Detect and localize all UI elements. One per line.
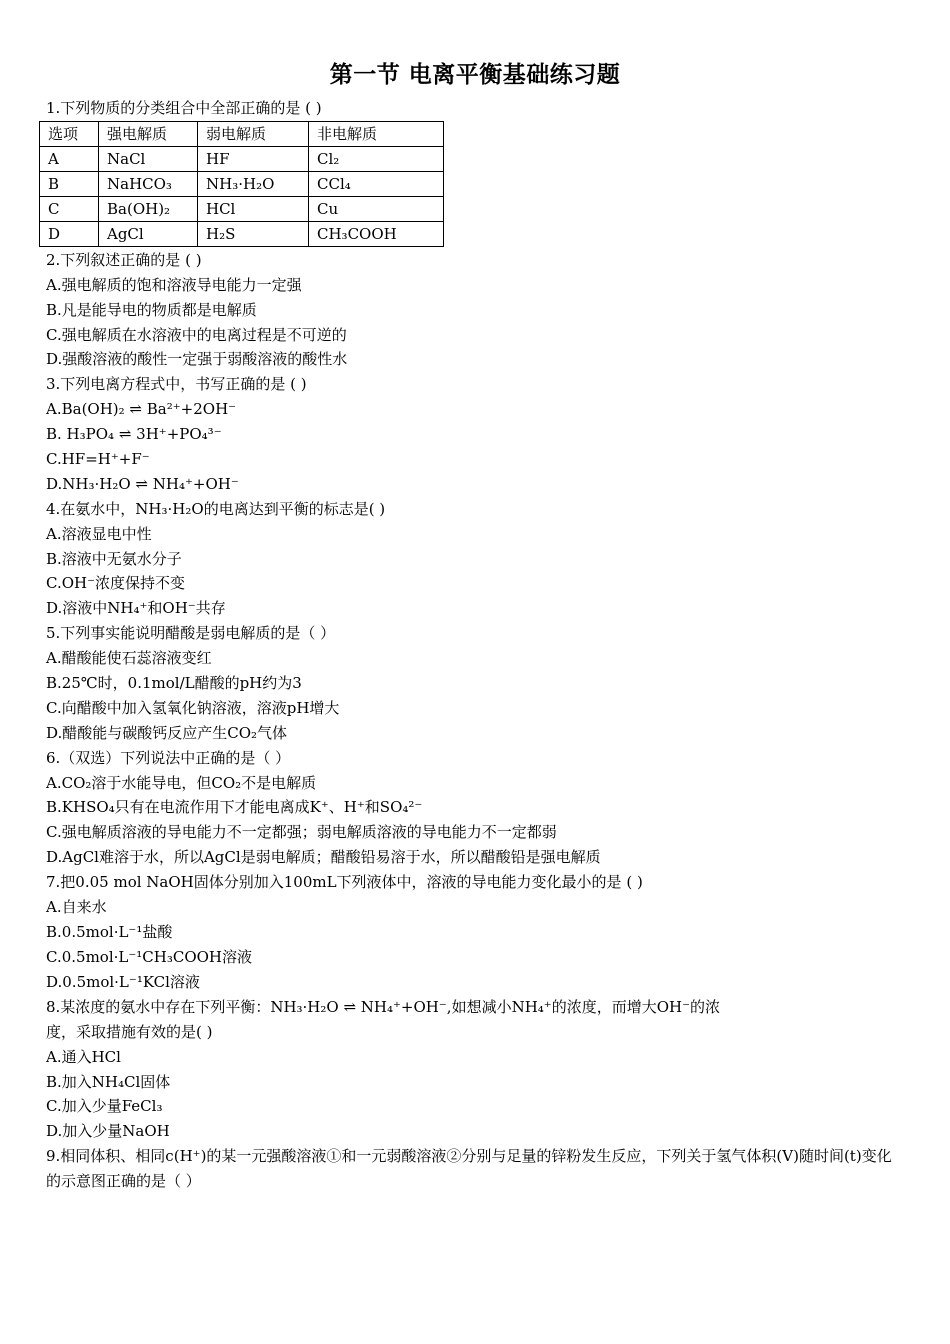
table-cell: B — [40, 171, 99, 196]
q3-option-b: B. H₃PO₄ ⇌ 3H⁺+PO₄³⁻ — [46, 425, 222, 444]
q7-option-d: D.0.5mol·L⁻¹KCl溶液 — [46, 972, 200, 991]
table-header-cell: 选项 — [40, 121, 99, 146]
table-cell: HF — [198, 146, 309, 171]
q7-option-a: A.自来水 — [46, 898, 107, 917]
q4-stem: 4.在氨水中，NH₃·H₂O的电离达到平衡的标志是( ) — [46, 499, 386, 518]
q6-option-c: C.强电解质溶液的导电能力不一定都强；弱电解质溶液的导电能力不一定都弱 — [46, 823, 557, 842]
q5-option-d: D.醋酸能与碳酸钙反应产生CO₂气体 — [46, 723, 288, 742]
table-cell: NH₃·H₂O — [198, 171, 309, 196]
q6-option-b: B.KHSO₄只有在电流作用下才能电离成K⁺、H⁺和SO₄²⁻ — [46, 798, 423, 817]
q7-option-b: B.0.5mol·L⁻¹盐酸 — [46, 922, 173, 941]
q5-stem: 5.下列事实能说明醋酸是弱电解质的是（ ） — [46, 624, 336, 643]
q7-option-c: C.0.5mol·L⁻¹CH₃COOH溶液 — [46, 947, 253, 966]
table-cell: Cu — [309, 196, 444, 221]
question-list — [46, 96, 906, 1194]
table-cell: D — [40, 221, 99, 246]
q8-option-b: B.加入NH₄Cl固体 — [46, 1072, 171, 1091]
q8-stem: 8.某浓度的氨水中存在下列平衡：NH₃·H₂O ⇌ NH₄⁺+OH⁻,如想减小NH₄⁺的浓度，而增大OH⁻的浓度，采取措施有效的是( ) — [46, 997, 720, 1041]
page-title: 第一节 电离平衡基础练习题 — [329, 62, 621, 88]
table-row — [40, 146, 444, 171]
q9-stem: 9.相同体积、相同c(H⁺)的某一元强酸溶液①和一元弱酸溶液②分别与足量的锌粉发生反应，下列关于氢气体积(V)随时间(t)变化的示意图正确的是（ ） — [46, 1147, 892, 1191]
q6-option-a: A.CO₂溶于水能导电，但CO₂不是电解质 — [46, 773, 317, 792]
table-row — [40, 171, 444, 196]
q8-option-c: C.加入少量FeCl₃ — [46, 1097, 163, 1116]
table-cell: Cl₂ — [309, 146, 444, 171]
q4-option-b: B.溶液中无氨水分子 — [46, 549, 182, 568]
table-header-cell: 非电解质 — [309, 121, 444, 146]
q3-option-a: A.Ba(OH)₂ ⇌ Ba²⁺+2OH⁻ — [46, 400, 237, 419]
table-row — [40, 221, 444, 246]
q3-option-d: D.NH₃·H₂O ⇌ NH₄⁺+OH⁻ — [46, 474, 239, 493]
table-cell: CH₃COOH — [309, 221, 444, 246]
q5-option-b: B.25℃时，0.1mol/L醋酸的pH约为3 — [46, 674, 302, 693]
table-cell: NaHCO₃ — [99, 171, 198, 196]
table-header-cell: 强电解质 — [99, 121, 198, 146]
table-cell: H₂S — [198, 221, 309, 246]
q2-option-a: A.强电解质的饱和溶液导电能力一定强 — [46, 275, 302, 294]
q4-option-c: C.OH⁻浓度保持不变 — [46, 574, 186, 593]
table-cell: CCl₄ — [309, 171, 444, 196]
classification-table — [39, 121, 444, 247]
q8-option-d: D.加入少量NaOH — [46, 1122, 170, 1141]
q6-option-d: D.AgCl难溶于水，所以AgCl是弱电解质；醋酸铅易溶于水，所以醋酸铅是强电解质 — [46, 848, 601, 867]
table-row — [40, 196, 444, 221]
table-header-cell: 弱电解质 — [198, 121, 309, 146]
q2-option-d: D.强酸溶液的酸性一定强于弱酸溶液的酸性水 — [46, 350, 348, 369]
table-cell: C — [40, 196, 99, 221]
table-cell: AgCl — [99, 221, 198, 246]
table-cell: HCl — [198, 196, 309, 221]
q2-option-c: C.强电解质在水溶液中的电离过程是不可逆的 — [46, 325, 347, 344]
q4-option-d: D.溶液中NH₄⁺和OH⁻共存 — [46, 599, 226, 618]
q6-stem: 6.（双选）下列说法中正确的是（ ） — [46, 748, 291, 767]
table-header-row — [40, 121, 444, 146]
q4-option-a: A.溶液显电中性 — [46, 524, 152, 543]
table-cell: NaCl — [99, 146, 198, 171]
q2-option-b: B.凡是能导电的物质都是电解质 — [46, 300, 257, 319]
q3-stem: 3.下列电离方程式中，书写正确的是 ( ) — [46, 375, 307, 394]
q5-option-a: A.醋酸能使石蕊溶液变红 — [46, 649, 212, 668]
q7-stem: 7.把0.05 mol NaOH固体分别加入100mL下列液体中，溶液的导电能力变化最小的是 ( ) — [46, 873, 643, 892]
q1-stem: 1.下列物质的分类组合中全部正确的是 ( ) — [46, 99, 322, 117]
q8-option-a: A.通入HCl — [46, 1047, 121, 1066]
table-cell: Ba(OH)₂ — [99, 196, 198, 221]
table-cell: A — [40, 146, 99, 171]
q2-stem: 2.下列叙述正确的是 ( ) — [46, 250, 202, 269]
q5-option-c: C.向醋酸中加入氢氧化钠溶液，溶液pH增大 — [46, 698, 340, 717]
q3-option-c: C.HF=H⁺+F⁻ — [46, 450, 150, 469]
